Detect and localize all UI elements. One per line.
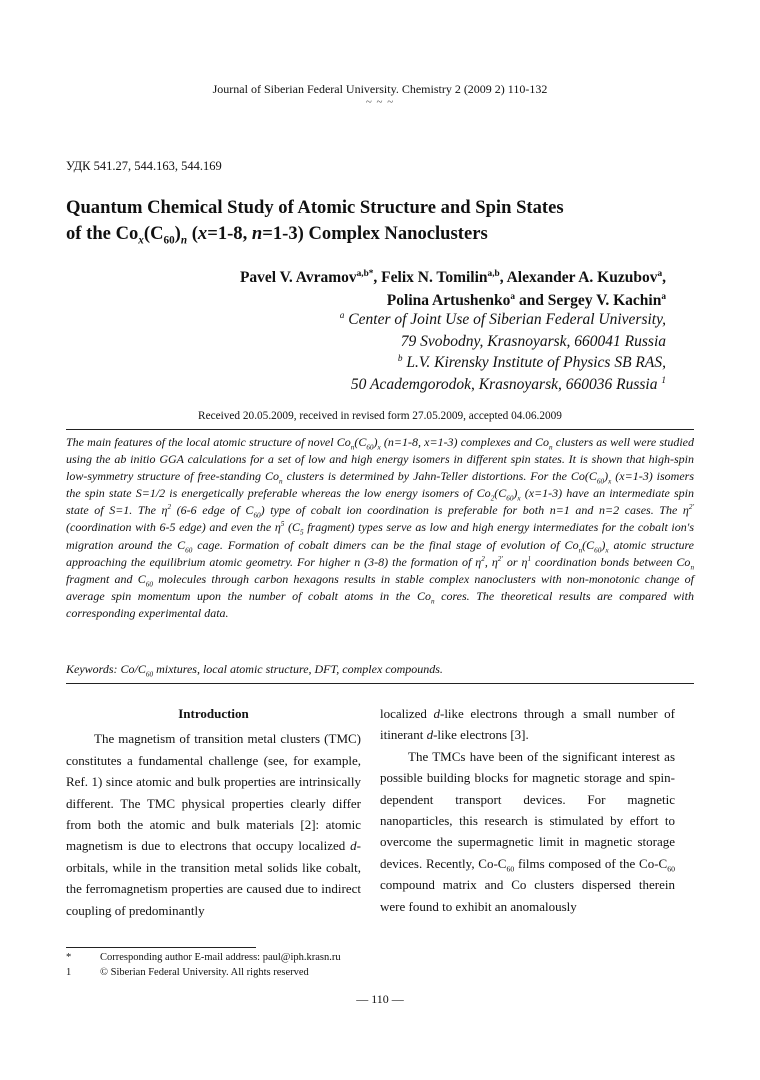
- authors-line-1: Pavel V. Avramov$^{a,b*}$, Felix N. Tomilin$^{a,b}$, Alexander A. Kuzubov$^a$,: [239, 268, 666, 286]
- affiliation-a: $^a$ Center of Joint Use of Siberian Federal University,: [339, 310, 666, 328]
- intro-paragraph-1: The magnetism of transition metal clusters (TMC) constitutes a fundamental challenge (see, for example, Ref. 1) since atomic and bulk properties are intrinsically different. The TMC physical properties clearly differ from both the atomic and bulk materials [2]: atomic magnetism is due to electrons that occupy localized d-orbitals, while in the transition metal solids like cobalt, the ferromagnetism properties are caused due to indirect coupling of predominantly: [66, 731, 361, 918]
- udk-code: УДК 541.27, 544.163, 544.169: [66, 159, 222, 173]
- author-list: [106, 266, 666, 312]
- section-heading-introduction: Introduction: [178, 706, 249, 721]
- intro-paragraph-2: The TMCs have been of the significant interest as possible building blocks for magnetic storage and spin-dependent transport devices. For magnetic nanoparticles, this research is stimulated by effort to overcome the supermagnetic limit in magnetic storage devices. Recently, $Co-C_{60}$ films composed of the $Co-C_{60}$ compound matrix and Co clusters dispersed therein were found to exhibit an anomalously: [380, 748, 675, 914]
- affiliation-a-address: 79 Svobodny, Krasnoyarsk, 660041 Russia: [400, 332, 666, 350]
- received-dates: Received 20.05.2009, received in revised form 27.05.2009, accepted 04.06.2009: [198, 410, 562, 422]
- title-line-2: of the $Co_x(C_{60})_n$ (x=1-8, n=1-3) Complex Nanoclusters: [66, 223, 488, 247]
- affiliation-b-address: 50 Academgorodok, Krasnoyarsk, 660036 Russia $^1$: [350, 375, 666, 393]
- intro-paragraph-1-cont: localized d-like electrons through a small number of itinerant d-like electrons [3].: [380, 706, 675, 743]
- journal-header: Journal of Siberian Federal University. Chemistry 2 (2009 2) 110-132: [212, 82, 548, 96]
- page-number: — 110 —: [356, 992, 404, 1006]
- keywords: Keywords: $Co/C_{60}$ mixtures, local atomic structure, DFT, complex compounds.: [66, 662, 443, 679]
- footnote-rule: [66, 947, 256, 948]
- body-column-left: [66, 703, 361, 921]
- abstract-bottom-rule: [66, 683, 694, 684]
- abstract: The main features of the local atomic structure of novel $Co_n(C_{60})_x$ (n=1-8, x=1-3) complexes and $Co_n$ clusters as well were studied using the ab initio GGA calculations for a set of low and high energy isomers in different spin states. It is shown that high-spin low-symmetry structure of free-standing $Co_n$ clusters is determined by Jahn-Teller distortions. For the $Co(C_{60})_x$ (x=1-3) isomers the spin state S=1/2 is energetically preferable whereas the low energy isomers of $Co_2(C_{60})_x$ (x=1-3) have an intermediate spin state of S=1. The $\eta^2$ (6-6 edge of $C_{60}$) type of cobalt ion coordination is preferable for both n=1 and n=2 cases. The $\eta^{2'}$ (coordination with 6-5 edge) and even the $\eta^5$ ($C_5$ fragment) types serve as low and high energy intermediates for the cobalt ion's migration around the $C_{60}$ cage. Formation of cobalt dimers can be the final stage of evolution of $Co_n(C_{60})_x$ atomic structure approaching the equilibrium atomic geometry. For higher n (3-8) the formation of $\eta^2$, $\eta^{2'}$ or $\eta^1$ coordination bonds between $Co_n$ fragment and $C_{60}$ molecules through carbon hexagons results in stable complex nanoclusters with non-monotonic change of average spin momentum upon the number of cobalt atoms in the $Co_n$ cores. The theoretical results are compared with corresponding experimental data.: [66, 435, 695, 620]
- abstract-top-rule: [66, 429, 694, 430]
- footnote-copyright: 1 © Siberian Federal University. All rights reserved: [66, 967, 309, 978]
- title-line-1: Quantum Chemical Study of Atomic Structure and Spin States: [66, 197, 564, 218]
- footnote-corresponding: * Corresponding author E-mail address: paul@iph.krasn.ru: [66, 952, 341, 963]
- header-ornament: ~ ~ ~: [365, 96, 395, 108]
- affiliation-b: $^b$ L.V. Kirensky Institute of Physics SB RAS,: [397, 353, 666, 371]
- affiliations: [106, 309, 666, 395]
- paper-title: [66, 195, 666, 247]
- body-column-right: [380, 703, 675, 917]
- authors-line-2: Polina Artushenko$^a$ and Sergey V. Kachin$^a$: [386, 291, 666, 309]
